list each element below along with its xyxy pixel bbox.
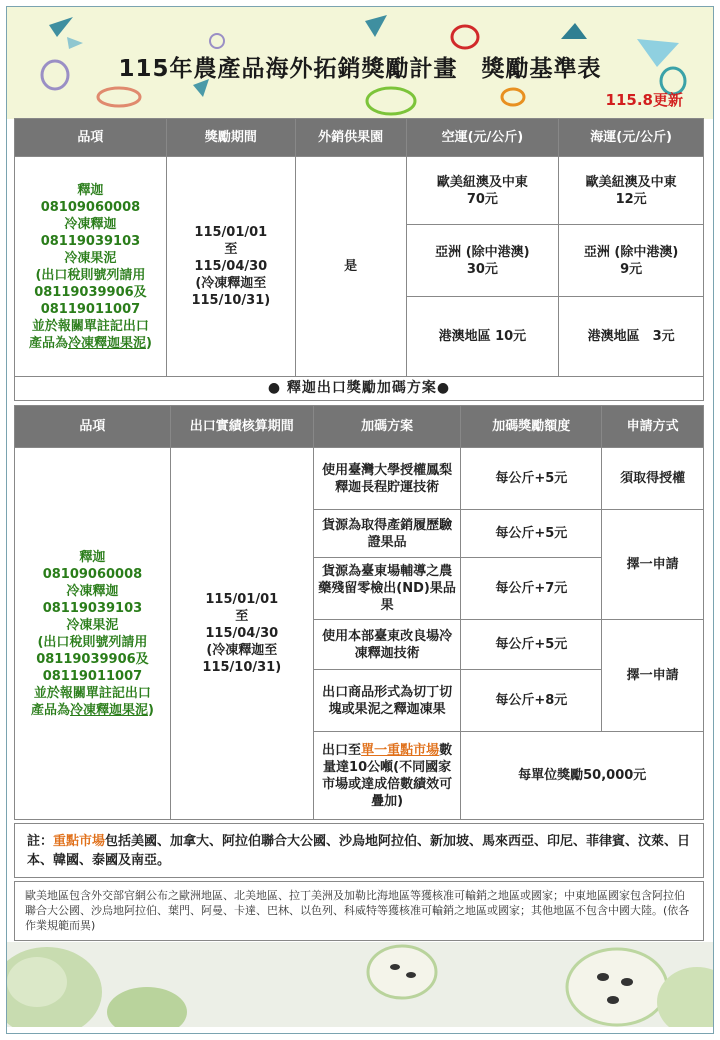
update-label: 115.8更新 bbox=[605, 91, 683, 109]
product-line: 並於報關單註記出口 bbox=[31, 318, 149, 334]
product-line: 08119039103 bbox=[40, 233, 141, 249]
sea-rate-cell bbox=[559, 225, 704, 297]
product-underline: 冷凍釋迦果泥 bbox=[67, 335, 146, 351]
product-tail: ) bbox=[147, 702, 154, 718]
product-line-text: 產品為 bbox=[28, 335, 68, 351]
period-line: 至 bbox=[224, 242, 238, 257]
amount-cell: 每公斤+8元 bbox=[461, 670, 602, 732]
apply-cell: 須取得授權 bbox=[602, 448, 704, 510]
fruit-photo bbox=[7, 942, 713, 1027]
product-line: (出口稅則號列請用 bbox=[35, 267, 146, 283]
amount-cell: 每公斤+5元 bbox=[461, 510, 602, 558]
air-region: 歐美紐澳及中東 bbox=[436, 174, 528, 190]
sea-amount: 9元 bbox=[620, 261, 643, 277]
col-header-product: 品項 bbox=[15, 119, 167, 157]
product-line-text: 產品為 bbox=[30, 702, 70, 718]
note-highlight: 重點市場 bbox=[53, 834, 106, 849]
plan-cell: 使用本部臺東改良場冷凍釋迦技術 bbox=[313, 620, 461, 670]
amount-cell: 每公斤+5元 bbox=[461, 620, 602, 670]
product-cell bbox=[15, 157, 167, 377]
product-line: 並於報關單註記出口 bbox=[33, 685, 151, 701]
col-header-orchard: 外銷供果園 bbox=[295, 119, 406, 157]
reward-table bbox=[14, 118, 704, 401]
period-line: 115/04/30 bbox=[205, 626, 279, 641]
product-line: 冷凍果泥 bbox=[66, 617, 119, 633]
col-header-sea: 海運(元/公斤) bbox=[559, 119, 704, 157]
period-line: (冷凍釋迦至 bbox=[195, 276, 267, 291]
sea-rate-cell bbox=[559, 157, 704, 225]
air-rate-cell: 港澳地區 10元 bbox=[406, 297, 559, 377]
air-amount: 70元 bbox=[466, 191, 498, 207]
period-line: 115/01/01 bbox=[205, 592, 279, 607]
product-line: 08119011007 bbox=[42, 668, 143, 684]
period-line: (冷凍釋迦至 bbox=[206, 643, 278, 658]
period-line: 115/04/30 bbox=[194, 259, 268, 274]
plan-highlight: 單一重點市場 bbox=[361, 742, 440, 758]
sea-region: 歐美紐澳及中東 bbox=[585, 174, 677, 190]
plan-text: 數量達10公噸(不同國家市場或達成倍數績效可疊加) bbox=[322, 742, 453, 809]
period-line: 115/01/01 bbox=[194, 225, 268, 240]
col-header-apply: 申請方式 bbox=[602, 406, 704, 448]
product-line: 08119039906及 bbox=[34, 284, 147, 300]
product-line: 釋迦 bbox=[79, 549, 106, 565]
air-rate-cell bbox=[406, 225, 559, 297]
product-line bbox=[18, 335, 163, 352]
col-header-period: 獎勵期間 bbox=[166, 119, 295, 157]
air-region: 亞洲 (除中港澳) bbox=[435, 244, 530, 260]
sea-region: 亞洲 (除中港澳) bbox=[583, 244, 679, 260]
bonus-table bbox=[14, 405, 704, 820]
product-line: 冷凍果泥 bbox=[64, 250, 117, 266]
period-cell bbox=[166, 157, 295, 377]
product-cell bbox=[15, 448, 171, 820]
product-line: 釋迦 bbox=[77, 182, 104, 198]
product-line: 08119011007 bbox=[40, 301, 141, 317]
page-title: 115年農產品海外拓銷獎勵計畫 獎勵基準表 bbox=[118, 56, 602, 82]
sea-amount: 12元 bbox=[615, 191, 647, 207]
product-line: 08109060008 bbox=[42, 566, 143, 582]
apply-cell: 擇一申請 bbox=[602, 510, 704, 620]
sea-rate-cell: 港澳地區 3元 bbox=[559, 297, 704, 377]
product-line: 冷凍釋迦 bbox=[66, 583, 119, 599]
orchard-cell: 是 bbox=[295, 157, 406, 377]
product-tail: ) bbox=[145, 335, 152, 351]
plan-cell: 貨源為取得產銷履歷驗證果品 bbox=[313, 510, 461, 558]
product-line: 08109060008 bbox=[40, 199, 141, 215]
apply-cell: 擇一申請 bbox=[602, 620, 704, 732]
period-cell bbox=[170, 448, 313, 820]
amount-cell: 每公斤+5元 bbox=[461, 448, 602, 510]
col-header-plan: 加碼方案 bbox=[313, 406, 461, 448]
product-line: 08119039103 bbox=[42, 600, 143, 616]
air-rate-cell bbox=[406, 157, 559, 225]
product-line: (出口稅則號列請用 bbox=[37, 634, 148, 650]
note-text: 包括美國、加拿大、阿拉伯聯合大公國、沙烏地阿拉伯、新加坡、馬來西亞、印尼、菲律賓、汶萊、日本、韓國、泰國及南亞。 bbox=[27, 834, 691, 868]
header-banner bbox=[7, 7, 713, 119]
section-title: ● 釋迦出口獎勵加碼方案● bbox=[15, 377, 704, 401]
col-header-calc-period: 出口實績核算期間 bbox=[170, 406, 313, 448]
plan-cell bbox=[313, 732, 461, 820]
period-line: 115/10/31) bbox=[202, 660, 282, 675]
region-footnote: 歐美地區包含外交部官網公布之歐洲地區、北美地區、拉丁美洲及加勒比海地區等獲核准可輸銷之地區或國家；中東地區國家包含阿拉伯聯合大公國、沙烏地阿拉伯、葉門、阿曼、卡達、巴林、以色列、科威特等獲核准可輸銷之地區或國家；其他地區不包含中國大陸。(依各作業規範而異) bbox=[14, 881, 704, 941]
col-header-air: 空運(元/公斤) bbox=[406, 119, 559, 157]
market-note bbox=[14, 823, 704, 878]
product-line: 08119039906及 bbox=[36, 651, 149, 667]
amount-cell: 每公斤+7元 bbox=[461, 558, 602, 620]
air-amount: 30元 bbox=[466, 261, 498, 277]
plan-cell: 出口商品形式為切丁切塊或果泥之釋迦凍果 bbox=[313, 670, 461, 732]
col-header-product: 品項 bbox=[15, 406, 171, 448]
amount-cell: 每單位獎勵50,000元 bbox=[461, 732, 704, 820]
plan-cell: 貨源為臺東場輔導之農藥殘留零檢出(ND)果品果 bbox=[313, 558, 461, 620]
plan-cell: 使用臺灣大學授權鳳梨釋迦長程貯運技術 bbox=[313, 448, 461, 510]
period-line: 至 bbox=[235, 609, 249, 624]
product-line: 冷凍釋迦 bbox=[64, 216, 117, 232]
note-label: 註： bbox=[27, 834, 54, 849]
product-underline: 冷凍釋迦果泥 bbox=[69, 702, 148, 718]
plan-text: 出口至 bbox=[322, 742, 362, 758]
product-line bbox=[18, 702, 167, 719]
fruit-illustration bbox=[7, 942, 713, 1027]
period-line: 115/10/31) bbox=[191, 293, 271, 308]
col-header-bonus: 加碼獎勵額度 bbox=[461, 406, 602, 448]
